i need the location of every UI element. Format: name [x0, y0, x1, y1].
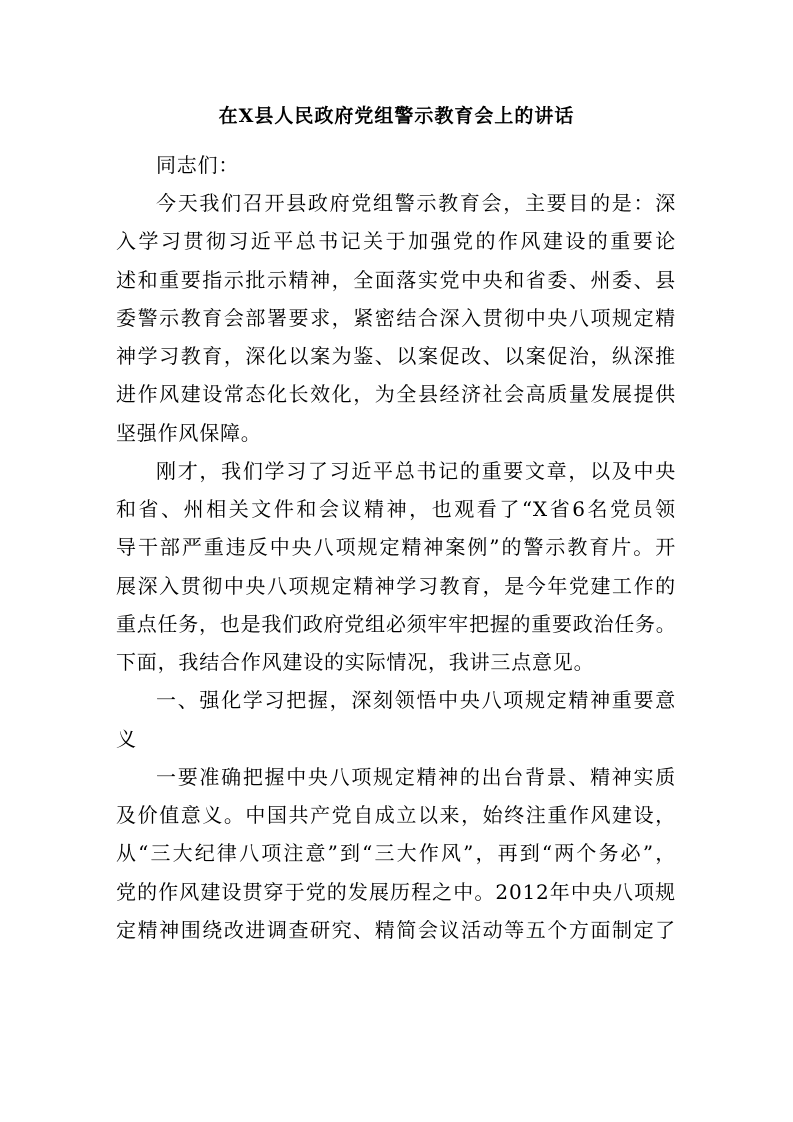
body-line-13: 下面，我结合作风建设的实际情况，我讲三点意见。: [116, 650, 595, 674]
body-line-10: 导干部严重违反中央八项规定精神案例”的警示教育片。开: [116, 535, 676, 559]
body-line-6: 进作风建设常态化长效化，为全县经济社会高质量发展提供: [116, 382, 676, 406]
body-line-12: 重点任务，也是我们政府党组必须牢牢把握的重要政治任务。: [116, 612, 676, 636]
section-heading-1: 一、强化学习把握，深刻领悟中央八项规定精神重要意: [156, 688, 676, 712]
body-line-7: 坚强作风保障。: [116, 421, 262, 445]
body-line-11: 展深入贯彻中央八项规定精神学习教育，是今年党建工作的: [116, 574, 676, 598]
body-line-1: 今天我们召开县政府党组警示教育会，主要目的是：深: [156, 191, 676, 215]
body-line-4: 委警示教育会部署要求，紧密结合深入贯彻中央八项规定精: [116, 306, 676, 330]
document-title: 在X县人民政府党组警示教育会上的讲话: [218, 105, 575, 127]
body-line-18: 从“三大纪律八项注意”到“三大作风”，再到“两个务必”，: [116, 841, 676, 865]
body-line-3: 述和重要指示批示精神，全面落实党中央和省委、州委、县: [116, 268, 676, 292]
body-line-20: 定精神围绕改进调查研究、精简会议活动等五个方面制定了: [116, 918, 676, 942]
body-line-19: 党的作风建设贯穿于党的发展历程之中。2012年中央八项规: [116, 880, 676, 904]
body-line-16: 一要准确把握中央八项规定精神的出台背景、精神实质: [156, 765, 676, 789]
section-heading-1-cont: 义: [116, 727, 137, 751]
body-line-2: 入学习贯彻习近平总书记关于加强党的作风建设的重要论: [116, 229, 676, 253]
body-line-17: 及价值意义。中国共产党自成立以来，始终注重作风建设，: [116, 803, 676, 827]
salutation: 同志们：: [156, 153, 240, 177]
body-line-5: 神学习教育，深化以案为鉴、以案促改、以案促治，纵深推: [116, 344, 676, 368]
body-line-9: 和省、州相关文件和会议精神，也观看了“X省6名党员领: [116, 497, 676, 521]
body-line-8: 刚才，我们学习了习近平总书记的重要文章，以及中央: [156, 459, 676, 483]
